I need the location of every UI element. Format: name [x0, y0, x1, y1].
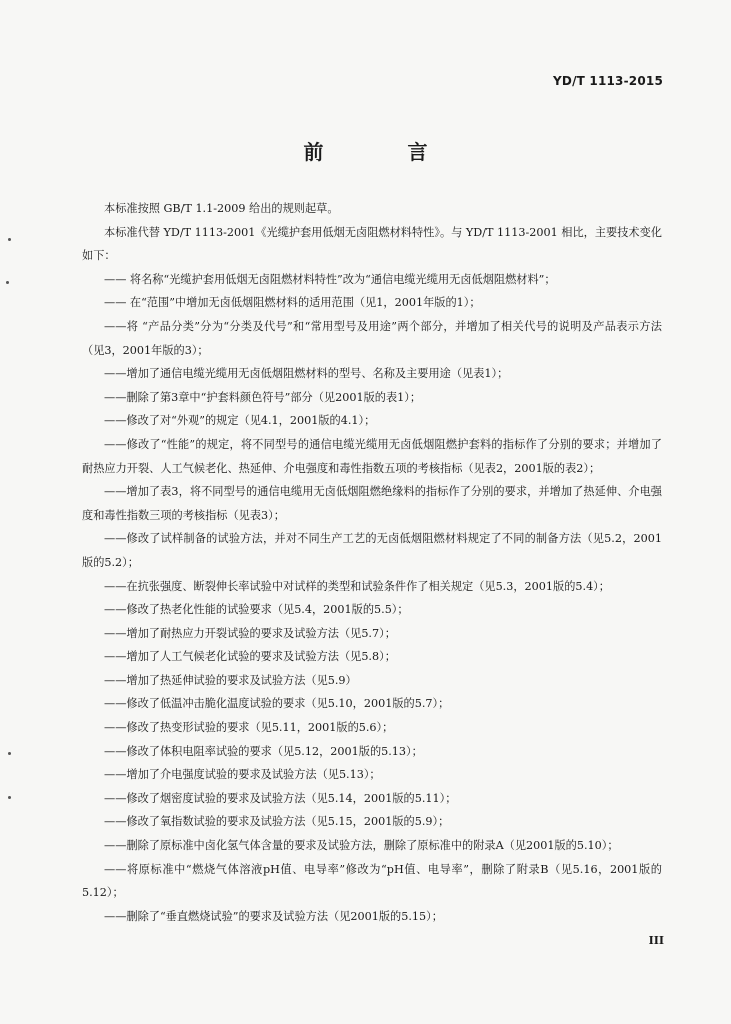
change-item: ——修改了热变形试验的要求（见5.11，2001版的5.6）；	[104, 721, 394, 735]
change-item: ——修改了“性能”的规定，将不同型号的通信电缆光缆用无卤低烟阻燃护套料的指标作了分别的要求；并增加了耐热应力开裂、人工气候老化、热延伸、介电强度和毒性指数五项的考核指标（见表2，2001版的表2）；	[82, 437, 662, 475]
change-item: —— 将名称“光缆护套用低烟无卤阻燃材料特性”改为“通信电缆光缆用无卤低烟阻燃材料”；	[104, 272, 556, 286]
foreword-body	[82, 197, 662, 928]
change-item: ——修改了体积电阻率试验的要求（见5.12，2001版的5.13）；	[104, 744, 423, 758]
standard-code: YD/T 1113-2015	[553, 74, 663, 88]
change-item: ——修改了对“外观”的规定（见4.1，2001版的4.1）；	[104, 414, 376, 428]
change-item: ——增加了人工气候老化试验的要求及试验方法（见5.8）；	[104, 650, 396, 664]
change-item: ——删除了第3章中“护套料颜色符号”部分（见2001版的表1）；	[104, 390, 422, 404]
scan-speck	[8, 238, 11, 241]
change-item: ——增加了表3，将不同型号的通信电缆用无卤低烟阻燃绝缘料的指标作了分别的要求，并增加了热延伸、介电强度和毒性指数三项的考核指标（见表3）；	[82, 485, 662, 522]
page-number: III	[648, 934, 664, 947]
paragraph-replaces-standard: 本标准代替 YD/T 1113-2001《光缆护套用低烟无卤阻燃材料特性》。与 YD/T 1113-2001 相比，主要技术变化如下：	[82, 225, 662, 263]
scan-speck	[8, 796, 11, 799]
change-item: ——增加了介电强度试验的要求及试验方法（见5.13）；	[104, 768, 381, 782]
scan-speck	[6, 281, 9, 284]
change-item: —— 在“范围”中增加无卤低烟阻燃材料的适用范围（见1，2001年版的1）；	[104, 296, 481, 310]
change-item: ——修改了试样制备的试验方法，并对不同生产工艺的无卤低烟阻燃材料规定了不同的制备方法（见5.2，2001版的5.2）；	[82, 532, 662, 569]
change-item: ——删除了“垂直燃烧试验”的要求及试验方法（见2001版的5.15）；	[104, 909, 443, 923]
change-item: ——将原标准中“燃烧气体溶液pH值、电导率”修改为“pH值、电导率”，删除了附录B（见5.16，2001版的5.12）；	[82, 862, 662, 900]
change-item: ——修改了热老化性能的试验要求（见5.4，2001版的5.5）；	[104, 603, 409, 617]
page-title: 前 言	[303, 140, 460, 164]
change-item: ——将 “产品分类”分为“分类及代号”和“常用型号及用途”两个部分，并增加了相关代号的说明及产品表示方法（见3，2001年版的3）；	[82, 319, 662, 357]
change-item: ——修改了烟密度试验的要求及试验方法（见5.14，2001版的5.11）；	[104, 791, 457, 805]
change-item: ——修改了低温冲击脆化温度试验的要求（见5.10，2001版的5.7）；	[104, 697, 450, 711]
scan-speck	[8, 752, 11, 755]
change-item: ——增加了热延伸试验的要求及试验方法（见5.9）	[104, 673, 357, 687]
change-item: ——增加了耐热应力开裂试验的要求及试验方法（见5.7）；	[104, 626, 396, 640]
change-item: ——增加了通信电缆光缆用无卤低烟阻燃材料的型号、名称及主要用途（见表1）；	[104, 367, 509, 381]
paragraph-drafting-rules: 本标准按照 GB/T 1.1-2009 给出的规则起草。	[104, 202, 339, 215]
change-item: ——修改了氧指数试验的要求及试验方法（见5.15，2001版的5.9）；	[104, 815, 450, 829]
change-item: ——在抗张强度、断裂伸长率试验中对试样的类型和试验条件作了相关规定（见5.3，2001版的5.4）；	[104, 579, 610, 593]
change-item: ——删除了原标准中卤化氢气体含量的要求及试验方法，删除了原标准中的附录A（见2001版的5.10）；	[104, 839, 619, 853]
